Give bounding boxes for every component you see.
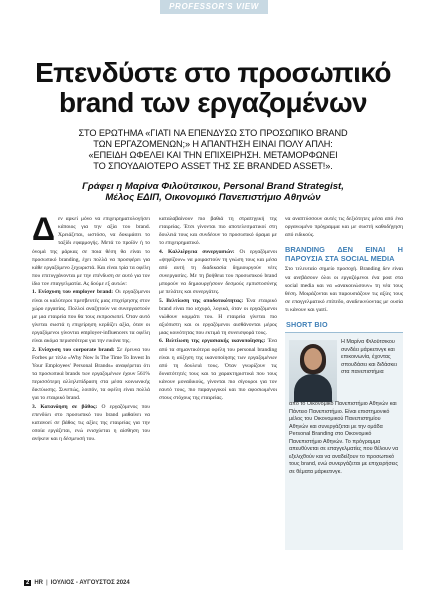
intro-paragraph: [32, 215, 150, 288]
point-6-title: 6. Βελτίωση της εργασιακής ικανοποίησης:: [159, 338, 266, 345]
point-5-title: 5. Βελτίωση της αποδοτικότητας:: [159, 297, 244, 304]
lede-line-4: ΤΟ ΣΠΟΥΔΑΙΟΤΕΡΟ ASSET ΤΗΣ ΣΕ BRANDED ASSET!».: [93, 161, 333, 171]
point-3-paragraph: [32, 403, 150, 444]
point-3-title: 3. Κατανόηση σε βάθος:: [32, 403, 98, 410]
lede-line-2: ΤΩΝ ΕΡΓΑΖΟΜΕΝΩΝ;» Η ΑΠΑΝΤΗΣΗ ΕΙΝΑΙ ΠΟΛΥ ΑΠΛΗ:: [93, 139, 333, 149]
intro-text: εν αρκεί μόνο να επιχειρηματολογήσει κάποιος για την αξία του brand. Χρειάζεται, ωστόσο, να δοκιμάσει το ταξίδι εφαρμογής. Μετά το προϊόν ή το όνομά της μάρκας σε ποια θέση θα είναι το προσωπικό branding, έχει πολλά να προσφέρει για κάθε εργαζόμενο ξεχωριστά. Και είναι τρία τα οφέλη που επιτυγχάνονται με την επένδυση σε αυτό για τον ίδιο τον επαγγελματία. Ας δούμε εξ αυτών:: [32, 216, 150, 288]
footer-separator: |: [46, 580, 48, 586]
col2-continued-paragraph: καταλαβαίνουν πιο βαθιά τη στρατηγική της εταιρείας. Έτσι γίνονται πιο αποτελεσματικοί στη δουλειά τους και συνδέουν το προσωπικό όραμα με το επιχειρηματικό.: [159, 216, 277, 247]
point-1-title: 1. Ενίσχυση του employer brand:: [32, 289, 114, 296]
point-6-text: Ένα από τα σημαντικότερα οφέλη του personal branding είναι η αύξηση της ικανοποίησης των εργαζομένων από τη δουλειά τους. Όταν γνωρίζουν τις δυνατότητές τους και τα χαρακτηριστικά που τους κάνουν μοναδικούς, γίνονται πιο σίγουροι για τον εαυτό τους, πιο παραγωγικοί και πιο αφοσιωμένοι στους στόχους της εταιρείας.: [159, 338, 277, 402]
point-5-text: Ένα εταιρικό brand είναι πιο ισχυρό, λογικά, όταν οι εργαζόμενοι νιώθουν κομμάτι του. Η εταιρεία γίνεται πιο αξιόπιστη και οι εργαζόμενοι αισθάνονται μέρος μιας κοινότητας που εκτιμά τη συνεισφορά τους.: [159, 297, 277, 337]
body-column-2: [159, 215, 277, 585]
author-photo: [289, 340, 337, 402]
byline-line-2: Μέλος ΕΔΙΠ, Οικονομικό Πανεπιστήμιο Αθηνών: [105, 192, 321, 203]
point-5-paragraph: [159, 297, 277, 338]
point-1-paragraph: [32, 288, 150, 345]
short-bio-label: SHORT BIO: [286, 320, 328, 329]
magazine-name: HR: [34, 580, 44, 586]
point-3-text: Ο εργαζόμενος που επενδύει στο προσωπικό του brand μαθαίνει να κατανοεί σε βάθος τις αξίες της εταιρείας για την οποία εργάζεται, ενώ ενισχύεται η αίσθηση του ανήκειν και η δέσμευσή του.: [32, 403, 150, 443]
article-title: [20, 58, 406, 118]
col3-social-paragraph: Στο τελευταίο σημείο προσοχή. Branding δεν είναι να ανεβάσουν όλοι οι εργαζόμενοι ένα post στα social media και να «ανακοινώσουν» τη νέα τους θέση. Μοιράζονται και παρουσιάζουν τις αξίες τους σε επαγγελματικό επίπεδο, αναδεικνύοντας με ουσία τι κάνουν και γιατί.: [285, 266, 403, 314]
point-2-title: 2. Ενίσχυση του corporate brand:: [32, 346, 115, 353]
article-lede: [24, 128, 402, 172]
author-byline: [24, 181, 402, 203]
point-2-text: Σε έρευνα του Forbes με τίτλο «Why Now Is The Time To Invest In Your Employees' Personal Brands» αναφέρεται ότι τα προσωπικά brands των εργαζομένων έχουν 561% περισσότερη αλληλεπίδραση στα μέσα κοινωνικής δικτύωσης. Συνεπώς, λοιπόν, τα οφέλη είναι πολλά για το εταιρικό brand.: [32, 346, 150, 402]
point-4-title: 4. Καλλιέργεια συνεργασιών:: [159, 248, 235, 255]
body-column-1: [32, 215, 150, 585]
drop-cap: Δ: [32, 215, 55, 247]
byline-line-1: Γράφει η Μαρίνα Φιλοϋτσικου, Personal Brand Strategist,: [82, 181, 344, 192]
point-1-text: Οι εργαζόμενοι είναι οι καλύτεροι πρεσβευτές μιας επιχείρησης στον χώρο εργασίας. Πολλοί αναζητούν να συνεργαστούν με μια εταιρεία που θα τους εκπροσωπεί. Όταν αυτό γίνεται σωστά η επιχείρηση κερδίζει αξία, όταν οι εργαζόμενοι γίνονται employer-influencers τα οφέλη είναι ακόμα περισσότερα για την εικόνα της.: [32, 289, 150, 345]
short-bio-text: από το Οικονομικό Πανεπιστήμιο Αθηνών και Πάντειο Πανεπιστήμιο. Είναι επιστημονικό μέλος του Οικονομικού Πανεπιστημίου Αθηνών και συνεργάζεται με την ομάδα Personal Branding στο Οικονομικό Πανεπιστήμιο Αθηνών. Το πρόγραμμα απευθύνεται σε επαγγελματίες που θέλουν να εξελιχθούν και να αναδείξουν το προσωπικό τους brand, ενώ συνεργάζεται με επιχειρήσεις σε θέματα μάρκετινγκ.: [289, 401, 399, 475]
page-footer: [24, 580, 130, 586]
section-subheading: BRANDING ΔΕΝ ΕΙΝΑΙ Η ΠΑΡΟΥΣΙΑ ΣΤΑ SOCIAL MEDIA: [285, 245, 403, 264]
col3-continued-paragraph: να αναπτύσσουν αυτές τις δεξιότητες μέσα από ένα οργανωμένο πρόγραμμα και με σωστή καθοδήγηση από ειδικούς.: [285, 216, 403, 239]
short-bio-intro: Η Μαρίνα Φιλοϋτσικου συνδέει μάρκετινγκ και επικοινωνία, έχοντας σπουδάσει και διδάσκει στα πανεπιστήμια: [341, 339, 397, 375]
body-column-3: [285, 215, 403, 315]
point-4-text: Οι εργαζόμενοι «ψηφίζουν» να μοιραστούν τη γνώση τους και μέσα από αυτή τη διαδικασία δημιουργούν νέες συνεργασίες. Με τη βοήθεια του προσωπικού brand μπορούν να δημιουργήσουν δεσμούς εμπιστοσύνης με πελάτες και συνεργάτες.: [159, 248, 277, 296]
title-line-1: Επενδύστε στο προσωπικό: [35, 57, 391, 88]
lede-line-3: «ΕΠΕΙΔΗ ΩΦΕΛΕΙ ΚΑΙ ΤΗΝ ΕΠΙΧΕΙΡΗΣΗ. ΜΕΤΑΜΟΡΦΩΝΕΙ: [88, 150, 338, 160]
short-bio-rule: [285, 332, 403, 333]
photo-body: [294, 374, 332, 402]
point-6-paragraph: [159, 337, 277, 402]
lede-line-1: ΣΤΟ ΕΡΩΤΗΜΑ «ΓΙΑΤΙ ΝΑ ΕΠΕΝΔΥΣΩ ΣΤΟ ΠΡΟΣΩΠΙΚΟ BRAND: [78, 128, 348, 138]
point-4-paragraph: [159, 248, 277, 297]
point-2-paragraph: [32, 346, 150, 403]
issue-date: ΙΟΥΛΙΟΣ - ΑΥΓΟΥΣΤΟΣ 2024: [50, 580, 130, 586]
title-line-2: brand των εργαζομένων: [58, 87, 368, 118]
photo-face: [304, 348, 322, 370]
section-header-tab: PROFESSOR'S VIEW: [160, 0, 268, 14]
page-number: 2: [26, 580, 30, 586]
